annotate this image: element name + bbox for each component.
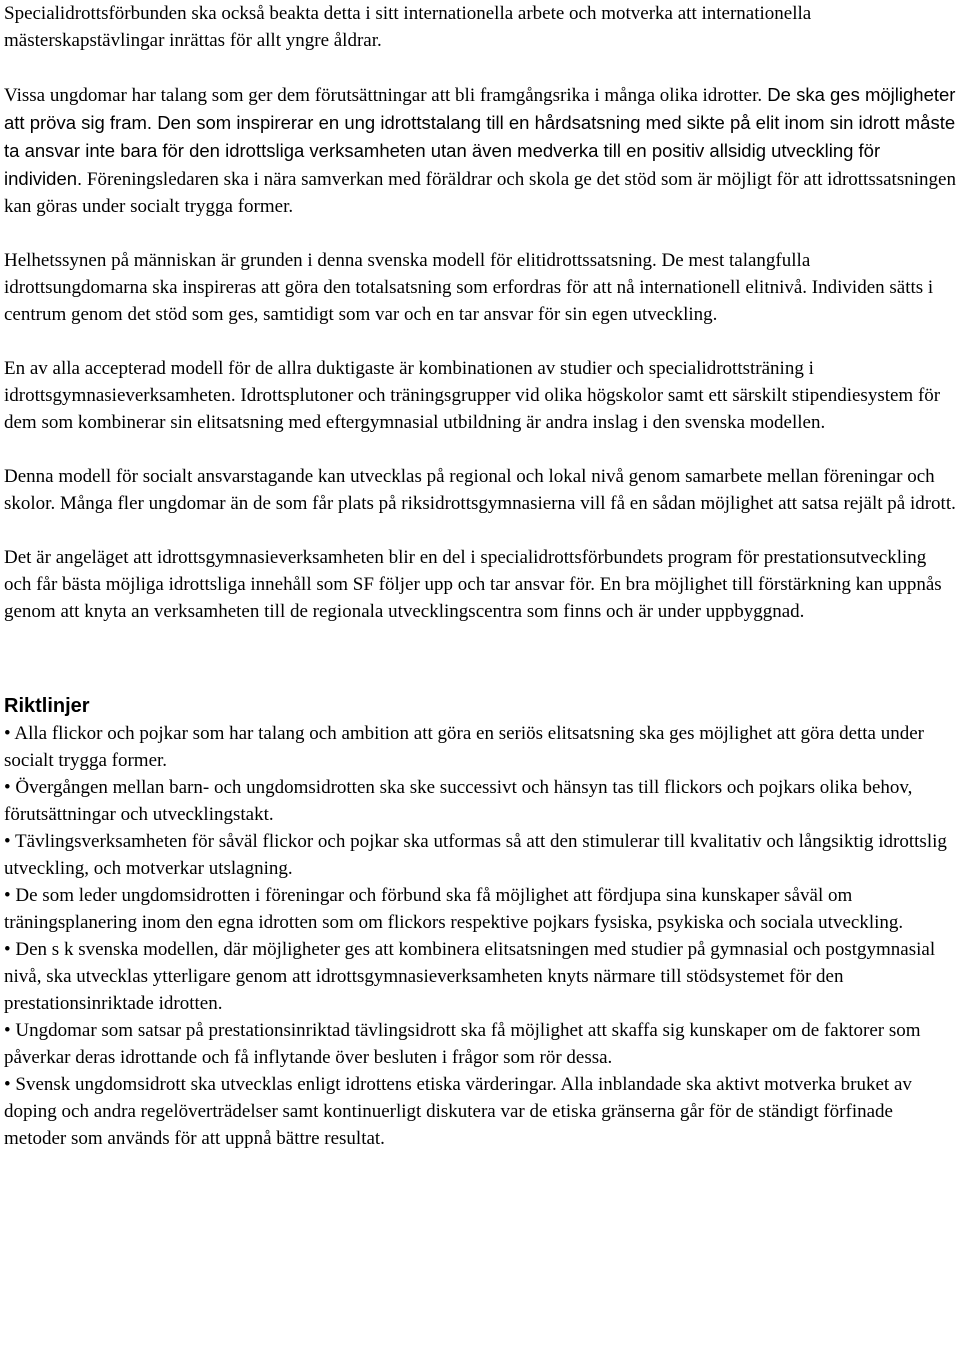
list-item: • Övergången mellan barn- och ungdomsidrotten ska ske successivt och hänsyn tas till flickors och pojkars olika behov, förutsättningar och utvecklingstakt. (4, 777, 913, 825)
paragraph-text: Föreningsledaren ska i nära samverkan med föräldrar och skola ge det stöd som är möjligt för att idrottssatsningen kan göras under socialt trygga former. (4, 169, 956, 217)
paragraph-holistic (4, 247, 956, 328)
paragraph-text-sans: De ska ges möjligheter att pröva sig fram. Den som inspirerar en ung idrottstalang till en hårdsatsning med sikte på elit inom sin idrott måste ta ansvar inte bara för den idrottsliga verksamheten utan även medverka till en positiv allsidig utveckling för individen. (4, 84, 956, 189)
list-item: • Den s k svenska modellen, där möjligheter ges att kombinera elitsatsningen med studier på gymnasial och postgymnasial nivå, ska utvecklas ytterligare genom att idrottsgymnasieverksamheten knyts närmare till stödsystemet för den prestationsinriktade idrotten. (4, 939, 936, 1014)
list-item: • Ungdomar som satsar på prestationsinriktad tävlingsidrott ska få möjlighet att skaffa sig kunskaper om de faktorer som påverkar deras idrottande och få inflytande över besluten i frågor som rör dessa. (4, 1020, 921, 1068)
document-page (4, 0, 956, 1152)
list-item: • Alla flickor och pojkar som har talang och ambition att göra en seriös elitsatsning ska ges möjlighet att göra detta under socialt trygga former. (4, 723, 924, 771)
paragraph-regional (4, 463, 956, 517)
paragraph-sports-gymnasium (4, 544, 956, 625)
list-item: • De som leder ungdomsidrotten i föreningar och förbund ska få möjlighet att fördjupa sina kunskaper såväl om träningsplanering inom den egna idrotten som om flickors respektive pojkars fysiska, psykiska och sociala utveckling. (4, 885, 904, 933)
paragraph-text: Det är angeläget att idrottsgymnasieverksamheten blir en del i specialidrottsförbundets program för prestationsutveckling och får bästa möjliga idrottsliga innehåll som SF följer upp och tar ansvar för. En bra möjlighet till förstärkning kan uppnås genom att knyta an verksamheten till de regionala utvecklingscentra som finns och är under uppbyggnad. (4, 547, 942, 622)
paragraph-text: Helhetssynen på människan är grunden i denna svenska modell för elitidrottssatsning. De mest talangfulla idrottsungdomarna ska inspireras att göra den totalsatsning som erfordras för att nå internationell elitnivå. Individen sätts i centrum genom det stöd som ges, samtidigt som var och en tar ansvar för sin egen utveckling. (4, 250, 934, 325)
section-heading: Riktlinjer (4, 695, 90, 717)
list-item: • Svensk ungdomsidrott ska utvecklas enligt idrottens etiska värderingar. Alla inblandade ska aktivt motverka bruket av doping och andra regelöverträdelser samt kontinuerligt diskutera var de etiska gränserna går för de ständigt förfinade metoder som används för att uppnå bättre resultat. (4, 1074, 912, 1149)
paragraph-international (4, 0, 956, 54)
paragraph-text: Specialidrottsförbunden ska också beakta detta i sitt internationella arbete och motverka att internationella mästerskapstävlingar inrättas för allt yngre åldrar. (4, 3, 812, 51)
paragraph-text: Denna modell för socialt ansvarstagande kan utvecklas på regional och lokal nivå genom samarbete mellan föreningar och skolor. Många fler ungdomar än de som får plats på riksidrottsgymnasierna vill få en sådan möjlighet att satsa rejält på idrott. (4, 466, 956, 514)
list-item: • Tävlingsverksamheten för såväl flickor och pojkar ska utformas så att den stimulerar till kvalitativ och långsiktig idrottslig utveckling, och motverkar utslagning. (4, 831, 947, 879)
guidelines-list (4, 720, 956, 1152)
paragraph-text: Vissa ungdomar har talang som ger dem förutsättningar att bli framgångsrika i många olika idrotter. (4, 85, 763, 106)
paragraph-text: En av alla accepterad modell för de allra duktigaste är kombinationen av studier och specialidrottsträning i idrottsgymnasieverksamheten. Idrottsplutoner och träningsgrupper vid olika högskolor samt ett särskilt stipendiesystem för dem som kombinerar sin elitsatsning med eftergymnasial utbildning är andra inslag i den svenska modellen. (4, 358, 941, 433)
paragraph-talent (4, 81, 956, 220)
paragraph-model (4, 355, 956, 436)
